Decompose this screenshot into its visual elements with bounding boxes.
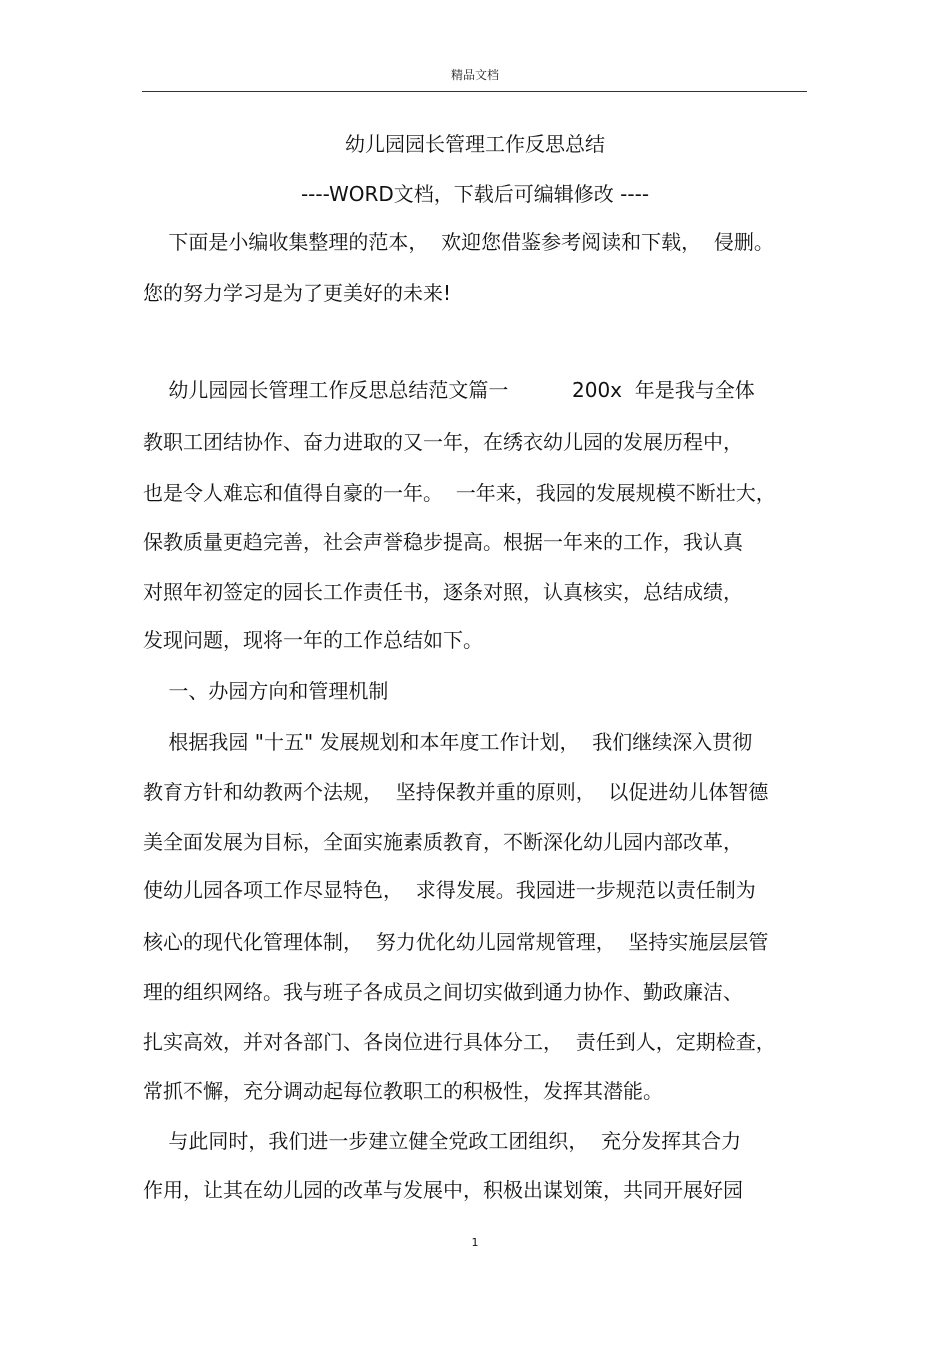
body-line: 发现问题，现将一年的工作总结如下。 — [143, 628, 483, 652]
body-line: 核心的现代化管理体制， 努力优化幼儿园常规管理， 坚持实施层层管 — [143, 930, 769, 954]
body-line: 根据我园 "十五" 发展规划和本年度工作计划， 我们继续深入贯彻 — [143, 730, 753, 754]
body-line: 与此同时，我们进一步建立健全党政工团组织， 充分发挥其合力 — [143, 1129, 742, 1153]
page-header-label: 精品文档 — [450, 68, 499, 82]
body-line: 教职工团结协作、奋力进取的又一年，在绣衣幼儿园的发展历程中， — [143, 430, 743, 454]
body-line: 理的组织网络。我与班子各成员之间切实做到通力协作、勤政廉洁、 — [143, 980, 743, 1004]
intro-line: 您的努力学习是为了更美好的未来! — [143, 281, 452, 305]
page-number: 1 — [471, 1236, 479, 1249]
section-heading: 一、办园方向和管理机制 — [143, 679, 389, 703]
body-line: 教育方针和幼教两个法规， 坚持保教并重的原则， 以促进幼儿体智德 — [143, 780, 769, 804]
body-line: 保教质量更趋完善，社会声誉稳步提高。根据一年来的工作，我认真 — [143, 530, 743, 554]
document-subtitle: ----WORD文档，下载后可编辑修改 ---- — [300, 182, 650, 206]
body-line: 扎实高效，并对各部门、各岗位进行具体分工， 责任到人，定期检查， — [143, 1030, 776, 1054]
body-line: 常抓不懈，充分调动起每位教职工的积极性，发挥其潜能。 — [143, 1079, 663, 1103]
body-line: 也是令人难忘和值得自豪的一年。 一年来，我园的发展规模不断壮大， — [143, 481, 776, 505]
body-line: 对照年初签定的园长工作责任书，逐条对照，认真核实，总结成绩， — [143, 580, 743, 604]
document-title: 幼儿园园长管理工作反思总结 — [345, 132, 605, 156]
body-line: 作用，让其在幼儿园的改革与发展中，积极出谋划策，共同开展好园 — [143, 1178, 743, 1202]
intro-line: 下面是小编收集整理的范本， 欢迎您借鉴参考阅读和下载， 侵删。 — [143, 230, 774, 254]
header-divider — [142, 91, 807, 92]
body-line: 幼儿园园长管理工作反思总结范文篇一 200x 年是我与全体 — [143, 378, 755, 402]
body-line: 使幼儿园各项工作尽显特色， 求得发展。我园进一步规范以责任制为 — [143, 878, 756, 902]
body-line: 美全面发展为目标，全面实施素质教育，不断深化幼儿园内部改革， — [143, 830, 743, 854]
